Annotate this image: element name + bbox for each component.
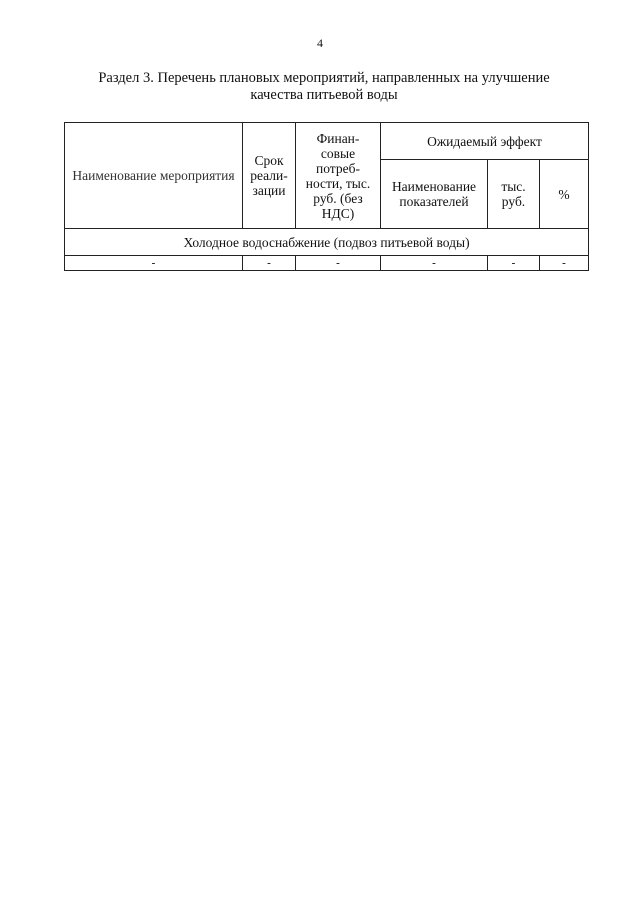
header-thousand-rub: тыс. руб. — [488, 160, 540, 229]
header-financial-line-4: ности, тыс. — [305, 175, 371, 191]
header-financial-line-1: Финан- — [316, 130, 360, 146]
header-event-name: Наименование мероприятия — [65, 123, 243, 229]
header-percent: % — [540, 160, 589, 229]
group-label-cold-water: Холодное водоснабжение (подвоз питьевой воды) — [65, 229, 589, 256]
header-term-line-1: Срок — [254, 153, 284, 168]
page-number: 4 — [317, 36, 323, 50]
header-financial-line-3: потреб- — [316, 160, 360, 176]
section-title — [60, 70, 588, 104]
header-term-line-3: зации — [252, 183, 286, 198]
header-financial-line-6: НДС) — [321, 205, 355, 221]
planned-measures-table — [64, 122, 589, 271]
table-cell: - — [243, 256, 296, 271]
table-cell: - — [296, 256, 381, 271]
table-cell: - — [488, 256, 540, 271]
table-row — [65, 256, 589, 271]
table-cell: - — [540, 256, 589, 271]
header-expected-effect: Ожидаемый эффект — [381, 123, 589, 160]
header-indicators-name: Наименование показателей — [381, 160, 488, 229]
header-term-line-2: реали- — [250, 168, 288, 183]
header-financial-line-2: совые — [320, 145, 356, 161]
header-financial-needs — [296, 123, 381, 229]
header-financial-line-5: руб. (без — [313, 190, 363, 206]
section-title-line-2: качества питьевой воды — [250, 87, 398, 103]
header-term — [243, 123, 296, 229]
section-title-line-1: Раздел 3. Перечень плановых мероприятий, направленных на улучшение — [98, 70, 550, 86]
table-cell: - — [381, 256, 488, 271]
table-cell: - — [65, 256, 243, 271]
